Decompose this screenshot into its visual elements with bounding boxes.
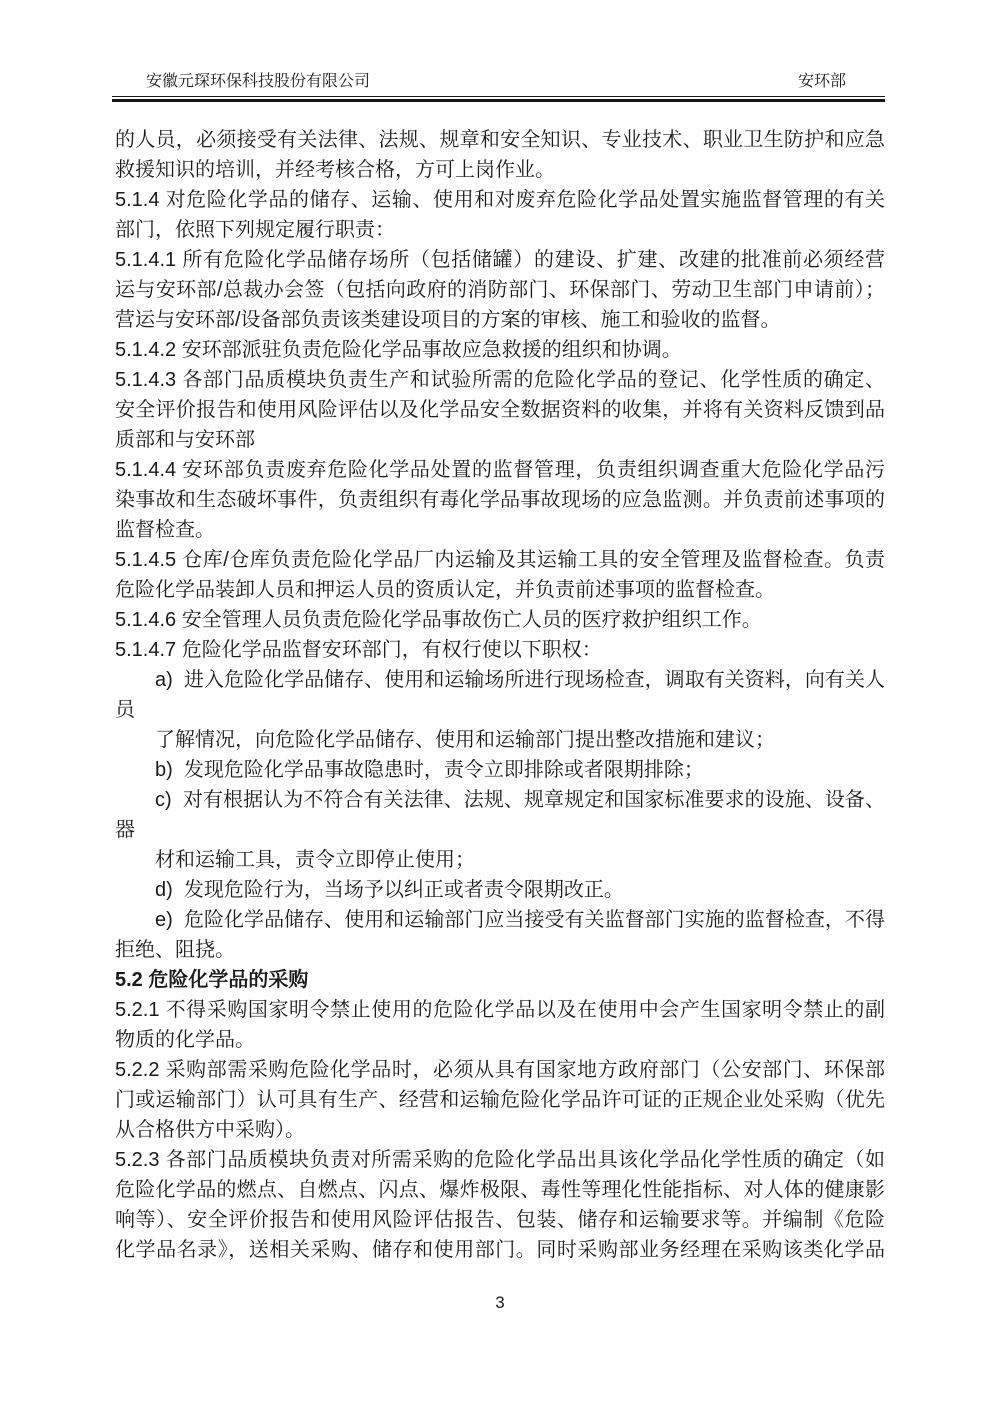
text-line: 安全评价报告和使用风险评估以及化学品安全数据资料的收集，并将有关资料反馈到品 <box>115 399 885 421</box>
text-line: 监督检查。 <box>115 519 215 541</box>
page-footer <box>0 1288 1000 1318</box>
text-line: 拒绝、阻挠。 <box>115 939 235 961</box>
text-line: 了解情况，向危险化学品储存、使用和运输部门提出整改措施和建议； <box>155 729 775 751</box>
text-line: 危险化学品的燃点、自燃点、闪点、爆炸极限、毒性等理化性能指标、对人体的健康影 <box>115 1179 885 1201</box>
page-number: 3 <box>495 1293 505 1312</box>
text-line: a) 进入危险化学品储存、使用和运输场所进行现场检查，调取有关资料，向有关人 <box>155 669 885 691</box>
document-body <box>115 125 885 1265</box>
text-line: 从合格供方中采购）。 <box>115 1119 305 1141</box>
text-line: 5.1.4.2 安环部派驻负责危险化学品事故应急救援的组织和协调。 <box>115 339 682 361</box>
text-line: 危险化学品装卸人员和押运人员的资质认定，并负责前述事项的监督检查。 <box>115 579 775 601</box>
text-line: 员 <box>115 699 135 721</box>
header-department: 安环部 <box>797 73 846 90</box>
text-line: 5.2.1 不得采购国家明令禁止使用的危险化学品以及在使用中会产生国家明令禁止的副 <box>115 999 885 1021</box>
header-rule <box>112 96 885 102</box>
text-line: 5.2 危险化学品的采购 <box>115 969 309 991</box>
text-line: b) 发现危险化学品事故隐患时，责令立即排除或者限期排除； <box>155 759 704 781</box>
text-line: 器 <box>115 819 135 841</box>
text-line: 5.1.4 对危险化学品的储存、运输、使用和对废弃危险化学品处置实施监督管理的有关 <box>115 189 885 211</box>
text-line: 5.1.4.7 危险化学品监督安环部门，有权行使以下职权： <box>115 639 602 661</box>
text-line: 5.2.2 采购部需采购危险化学品时，必须从具有国家地方政府部门（公安部门、环保部 <box>115 1059 885 1081</box>
text-line: c) 对有根据认为不符合有关法律、法规、规章规定和国家标准要求的设施、设备、 <box>155 789 885 811</box>
text-line: 5.1.4.1 所有危险化学品储存场所（包括储罐）的建设、扩建、改建的批准前必须经营 <box>115 249 885 271</box>
text-line: 响等）、安全评价报告和使用风险评估报告、包装、储存和运输要求等。并编制《危险 <box>115 1209 885 1231</box>
text-line: 质部和与安环部 <box>115 429 255 451</box>
text-line: 材和运输工具，责令立即停止使用； <box>155 849 475 871</box>
text-line: 的人员，必须接受有关法律、法规、规章和安全知识、专业技术、职业卫生防护和应急 <box>115 129 885 151</box>
text-line: d) 发现危险行为，当场予以纠正或者责令限期改正。 <box>155 879 624 901</box>
text-line: 5.1.4.3 各部门品质模块负责生产和试验所需的危险化学品的登记、化学性质的确定、 <box>115 369 885 391</box>
text-line: e) 危险化学品储存、使用和运输部门应当接受有关监督部门实施的监督检查，不得 <box>155 909 885 931</box>
text-line: 5.1.4.5 仓库/仓库负责危险化学品厂内运输及其运输工具的安全管理及监督检查。负责 <box>115 549 885 571</box>
text-line: 营运与安环部/设备部负责该类建设项目的方案的审核、施工和验收的监督。 <box>115 309 781 331</box>
text-line: 物质的化学品。 <box>115 1029 255 1051</box>
text-line: 染事故和生态破坏事件，负责组织有毒化学品事故现场的应急监测。并负责前述事项的 <box>115 489 885 511</box>
page-header <box>113 68 885 96</box>
text-line: 5.1.4.6 安全管理人员负责危险化学品事故伤亡人员的医疗救护组织工作。 <box>115 609 762 631</box>
text-line: 5.2.3 各部门品质模块负责对所需采购的危险化学品出具该化学品化学性质的确定（如 <box>115 1149 885 1171</box>
text-line: 部门，依照下列规定履行职责： <box>115 219 395 241</box>
text-line: 运与安环部/总裁办会签（包括向政府的消防部门、环保部门、劳动卫生部门申请前）； <box>115 279 885 301</box>
text-line: 门或运输部门）认可具有生产、经营和运输危险化学品许可证的正规企业处采购（优先 <box>115 1089 885 1111</box>
text-line: 5.1.4.4 安环部负责废弃危险化学品处置的监督管理，负责组织调查重大危险化学品污 <box>115 459 885 481</box>
text-line: 化学品名录》，送相关采购、储存和使用部门。同时采购部业务经理在采购该类化学品 <box>115 1239 885 1261</box>
text-line: 救援知识的培训，并经考核合格，方可上岗作业。 <box>115 159 555 181</box>
header-company-name: 安徽元琛环保科技股份有限公司 <box>146 73 371 90</box>
